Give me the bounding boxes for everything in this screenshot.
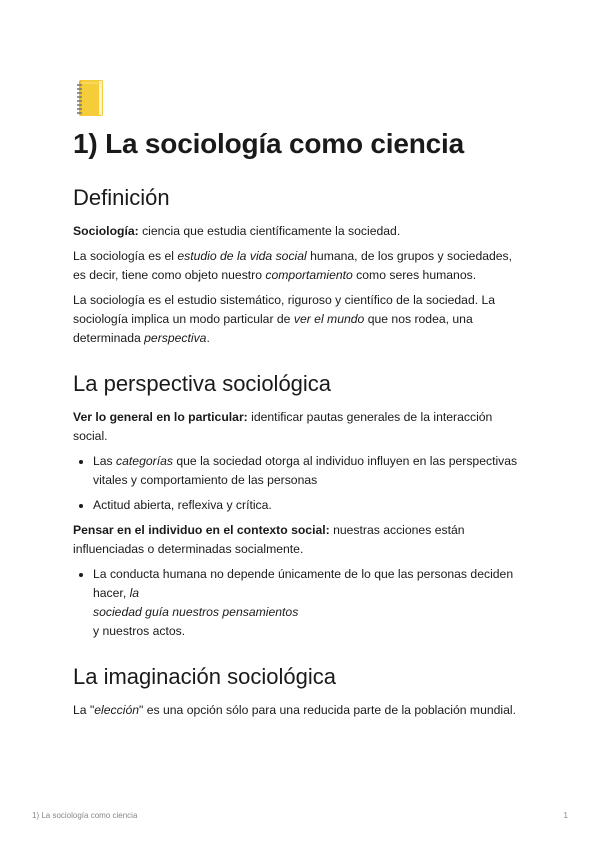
emphasis: estudio de la vida social <box>177 249 307 263</box>
section-perspectiva <box>73 370 528 641</box>
bold-term: Sociología: <box>73 224 139 238</box>
emphasis: comportamiento <box>265 268 353 282</box>
paragraph <box>73 521 528 559</box>
paragraph <box>73 408 528 446</box>
notebook-icon <box>73 78 105 118</box>
list-item <box>93 452 528 490</box>
footer-title: 1) La sociología como ciencia <box>32 811 138 820</box>
paragraph <box>73 222 528 241</box>
emphasis: la <box>129 586 140 600</box>
page-number: 1 <box>563 811 568 820</box>
section-heading-definicion: Definición <box>73 185 170 210</box>
page-title: 1) La sociología como ciencia <box>73 128 464 159</box>
bullet-list <box>73 565 528 641</box>
text: La " <box>73 703 95 717</box>
text: La sociología es el <box>73 249 178 263</box>
emphasis: elección <box>94 703 139 717</box>
bold-term: Pensar en el individuo en el contexto social: <box>73 523 330 537</box>
text: como seres humanos. <box>352 268 477 282</box>
text: identificar pautas generales de la interacción social. <box>73 410 493 443</box>
text: que nos rodea, una determinada <box>73 312 473 345</box>
text: Las <box>93 454 117 468</box>
text: vitales y comportamiento de las personas <box>93 473 318 487</box>
emphasis: perspectiva <box>144 331 207 345</box>
paragraph <box>73 701 528 720</box>
section-heading-perspectiva: La perspectiva sociológica <box>73 371 332 396</box>
emphasis: categorías <box>116 454 173 468</box>
page-footer <box>32 811 568 820</box>
text: La sociología es el estudio sistemático, riguroso y científico de la sociedad. La sociología implica un modo particular de <box>73 293 496 326</box>
bold-term: Ver lo general en lo particular: <box>73 410 248 424</box>
bullet-list <box>73 452 528 515</box>
text: humana, de los grupos y sociedades, es decir, tiene como objeto nuestro <box>73 249 513 282</box>
emphasis: sociedad guía nuestros pensamientos <box>93 605 299 619</box>
paragraph <box>73 291 528 348</box>
emphasis: ver el mundo <box>293 312 365 326</box>
text: que la sociedad otorga al individuo influyen en las perspectivas <box>172 454 518 468</box>
text: nuestras acciones están influenciadas o determinadas socialmente. <box>73 523 465 556</box>
text: . <box>206 331 210 345</box>
section-heading-imaginacion: La imaginación sociológica <box>73 664 336 689</box>
section-imaginacion <box>73 663 528 720</box>
list-item <box>93 565 528 641</box>
text: La conducta humana no depende únicamente de lo que las personas deciden hacer, <box>93 567 514 600</box>
text: y nuestros actos. <box>93 624 186 638</box>
list-item: • Actitud abierta, reflexiva y crítica. <box>93 496 528 515</box>
text: ciencia que estudia científicamente la sociedad. <box>138 224 401 238</box>
text: " es una opción sólo para una reducida parte de la población mundial. <box>139 703 516 717</box>
paragraph <box>73 247 528 285</box>
section-definicion <box>73 184 528 348</box>
document-page <box>73 78 528 726</box>
